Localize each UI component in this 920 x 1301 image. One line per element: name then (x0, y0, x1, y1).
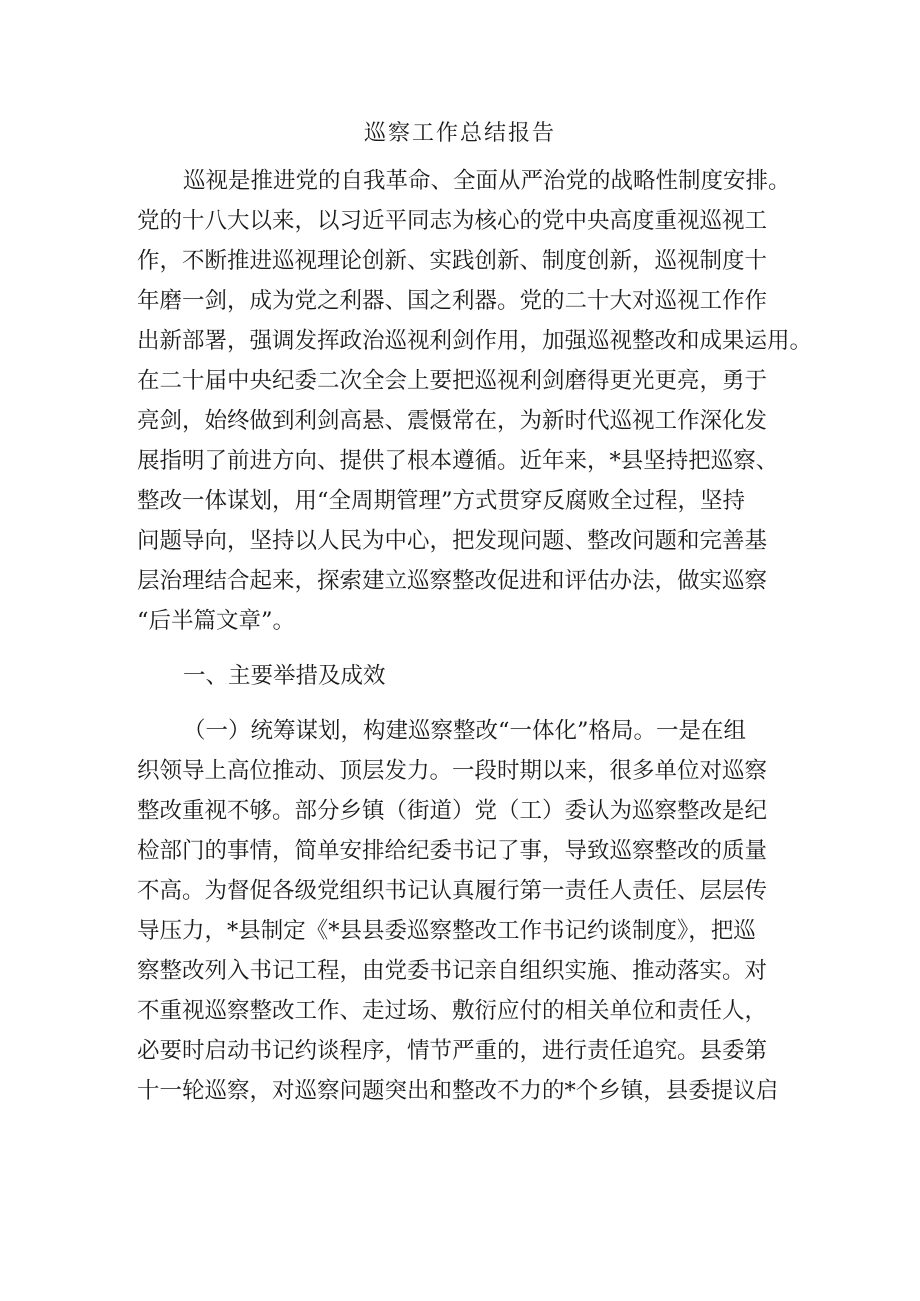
paragraph-line: 巡视是推进党的自我革命、全面从严治党的战略性制度安排。 (183, 168, 791, 194)
paragraph-line: 作，不断推进巡视理论创新、实践创新、制度创新，巡视制度十 (137, 248, 768, 274)
paragraph-line: “后半篇文章”。 (137, 608, 296, 634)
paragraph-line: 不高。为督促各级党组织书记认真履行第一责任人责任、层层传 (137, 878, 768, 904)
paragraph-line: 党的十八大以来，以习近平同志为核心的党中央高度重视巡视工 (137, 208, 768, 234)
paragraph-line: 在二十届中央纪委二次全会上要把巡视利剑磨得更光更亮，勇于 (137, 368, 768, 394)
paragraph-line: 不重视巡察整改工作、走过场、敷衍应付的相关单位和责任人， (137, 998, 768, 1024)
paragraph-line: 十一轮巡察，对巡察问题突出和整改不力的*个乡镇，县委提议启 (137, 1078, 779, 1104)
paragraph-line: 出新部署，强调发挥政治巡视利剑作用，加强巡视整改和成果运用。 (137, 328, 813, 354)
paragraph-line: 织领导上高位推动、顶层发力。一段时期以来，很多单位对巡察 (137, 758, 768, 784)
paragraph-line: 展指明了前进方向、提供了根本遵循。近年来，*县坚持把巡察、 (137, 448, 779, 474)
section-heading: 一、主要举措及成效 (183, 663, 386, 689)
paragraph-line: 检部门的事情，简单安排给纪委书记了事，导致巡察整改的质量 (137, 838, 768, 864)
document-title: 巡察工作总结报告 (363, 121, 556, 146)
paragraph-line: 察整改列入书记工程，由党委书记亲自组织实施、推动落实。对 (137, 958, 768, 984)
paragraph-line: 亮剑，始终做到利剑高悬、震慑常在，为新时代巡视工作深化发 (137, 408, 768, 434)
paragraph-line: 整改一体谋划，用“全周期管理”方式贯穿反腐败全过程，坚持 (137, 488, 746, 514)
paragraph-line: 整改重视不够。部分乡镇（街道）党（工）委认为巡察整改是纪 (137, 798, 768, 824)
paragraph-line: 问题导向，坚持以人民为中心，把发现问题、整改问题和完善基 (137, 528, 768, 554)
paragraph-line: （一）统筹谋划，构建巡察整改“一体化”格局。一是在组 (183, 718, 747, 744)
paragraph-line: 必要时启动书记约谈程序，情节严重的，进行责任追究。县委第 (137, 1038, 768, 1064)
paragraph-line: 层治理结合起来，探索建立巡察整改促进和评估办法，做实巡察 (137, 568, 768, 594)
paragraph-line: 年磨一剑，成为党之利器、国之利器。党的二十大对巡视工作作 (137, 288, 768, 314)
paragraph-line: 导压力，*县制定《*县县委巡察整改工作书记约谈制度》，把巡 (137, 918, 756, 944)
